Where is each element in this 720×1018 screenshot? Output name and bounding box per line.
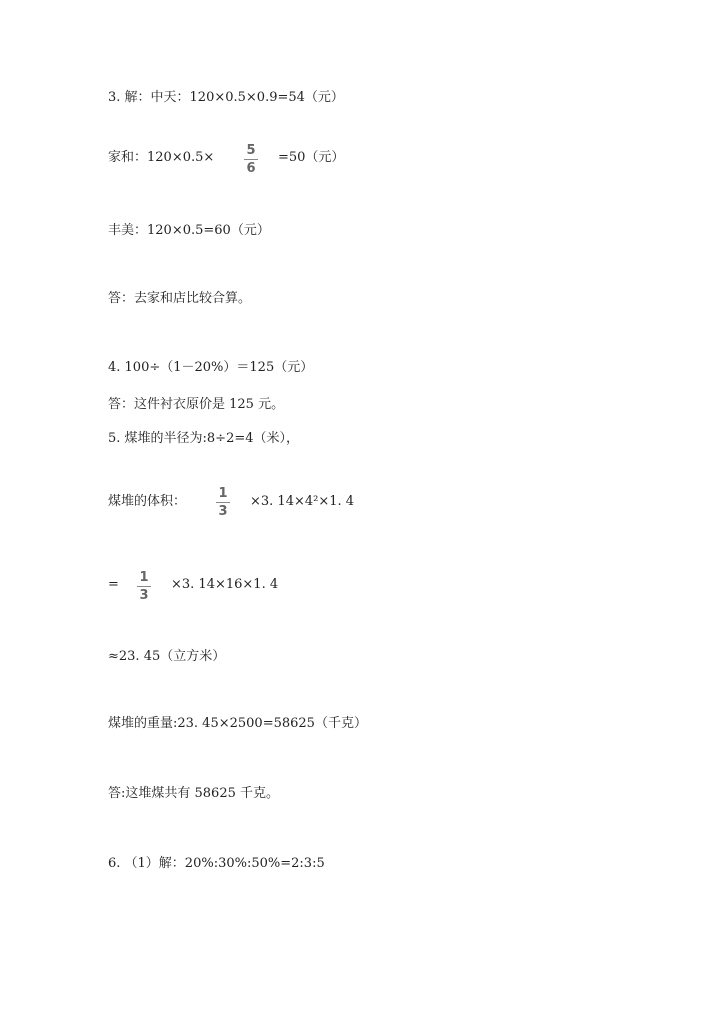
fraction-numerator: 1: [218, 486, 228, 501]
q4-calc: 4. 100÷（1－20%）＝125（元）: [108, 360, 314, 375]
fraction-denominator: 3: [139, 588, 149, 603]
q5-volume-formula: ×3. 14×4²×1. 4: [250, 494, 355, 509]
q5-equals-sign: =: [108, 577, 119, 592]
fraction-denominator: 3: [218, 504, 228, 519]
q4-answer: 答：这件衬衣原价是 125 元。: [108, 397, 285, 412]
q3-fengmei-calc: 丰美：120×0.5=60（元）: [108, 223, 270, 238]
q3-answer: 答：去家和店比较合算。: [108, 291, 252, 306]
fraction-denominator: 6: [246, 161, 256, 176]
fraction-one-third: [216, 486, 230, 519]
q5-volume-label: 煤堆的体积：: [108, 494, 187, 509]
q5-answer: 答:这堆煤共有 58625 千克。: [108, 786, 279, 801]
fraction-numerator: 5: [246, 143, 256, 158]
fraction-numerator: 1: [139, 570, 149, 585]
fraction-one-third: [137, 570, 151, 603]
fraction-bar: [244, 159, 258, 160]
q3-zhongtian-calc: 3. 解：中天：120×0.5×0.9=54（元）: [108, 90, 344, 105]
q6-ratio: 6. （1）解：20%:30%:50%=2:3:5: [108, 856, 325, 871]
q5-volume-step: ×3. 14×16×1. 4: [171, 577, 279, 592]
q3-jiahe-result: =50（元）: [278, 150, 345, 165]
fraction-five-sixths: [244, 143, 258, 176]
fraction-bar: [137, 586, 151, 587]
q5-volume-result: ≈23. 45（立方米）: [108, 649, 226, 664]
q3-jiahe-label: 家和：120×0.5×: [108, 150, 215, 165]
q5-weight-calc: 煤堆的重量:23. 45×2500=58625（千克）: [108, 716, 367, 731]
fraction-bar: [216, 502, 230, 503]
q5-radius: 5. 煤堆的半径为:8÷2=4（米），: [108, 431, 300, 446]
